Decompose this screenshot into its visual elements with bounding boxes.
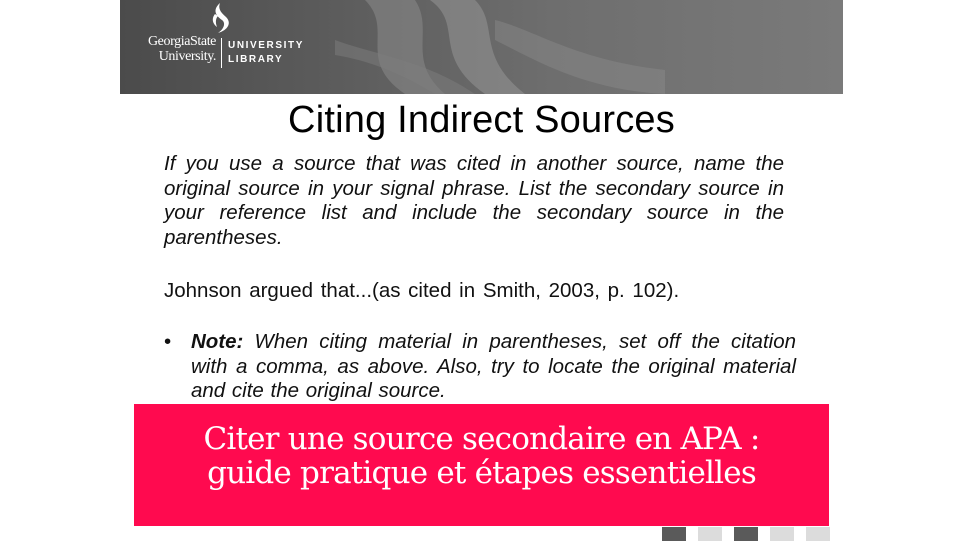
logo-name-line2: University. <box>158 49 216 64</box>
flame-logo-icon <box>206 2 234 34</box>
footer-square <box>698 527 722 541</box>
logo-name-line1: GeorgiaState <box>147 34 216 49</box>
citation-example: Johnson argued that...(as cited in Smith, 2003, p. 102). <box>164 279 680 302</box>
university-banner <box>120 0 843 94</box>
logo-unit-line1: UNIVERSITY <box>228 40 305 51</box>
note-label: Note: <box>191 330 244 353</box>
logo-university-name <box>130 34 216 64</box>
footer-square <box>662 527 686 541</box>
flame-watermark-icon <box>335 0 665 94</box>
article-title: Citer une source secondaire en APA : guide pratique et étapes essentielles <box>203 421 760 491</box>
slide-title: Citing Indirect Sources <box>288 99 675 141</box>
footer-square <box>734 527 758 541</box>
logo-unit-line2: LIBRARY <box>228 54 284 65</box>
intro-paragraph: If you use a source that was cited in another source, name the original source in your signal phrase. List the secondary source in your reference list and include the secondary source in the parentheses. <box>164 152 784 249</box>
logo-divider <box>221 38 222 68</box>
footer-square <box>770 527 794 541</box>
article-title-overlay[interactable] <box>134 404 829 526</box>
logo-unit-name <box>228 39 328 67</box>
bullet-icon: • <box>164 330 172 353</box>
footer-decoration <box>662 527 832 541</box>
footer-square <box>806 527 830 541</box>
note-body <box>191 330 796 404</box>
note-text: When citing material in parentheses, set off the citation with a comma, as above. Also, try to locate the original material and cite the original source. <box>191 330 796 402</box>
